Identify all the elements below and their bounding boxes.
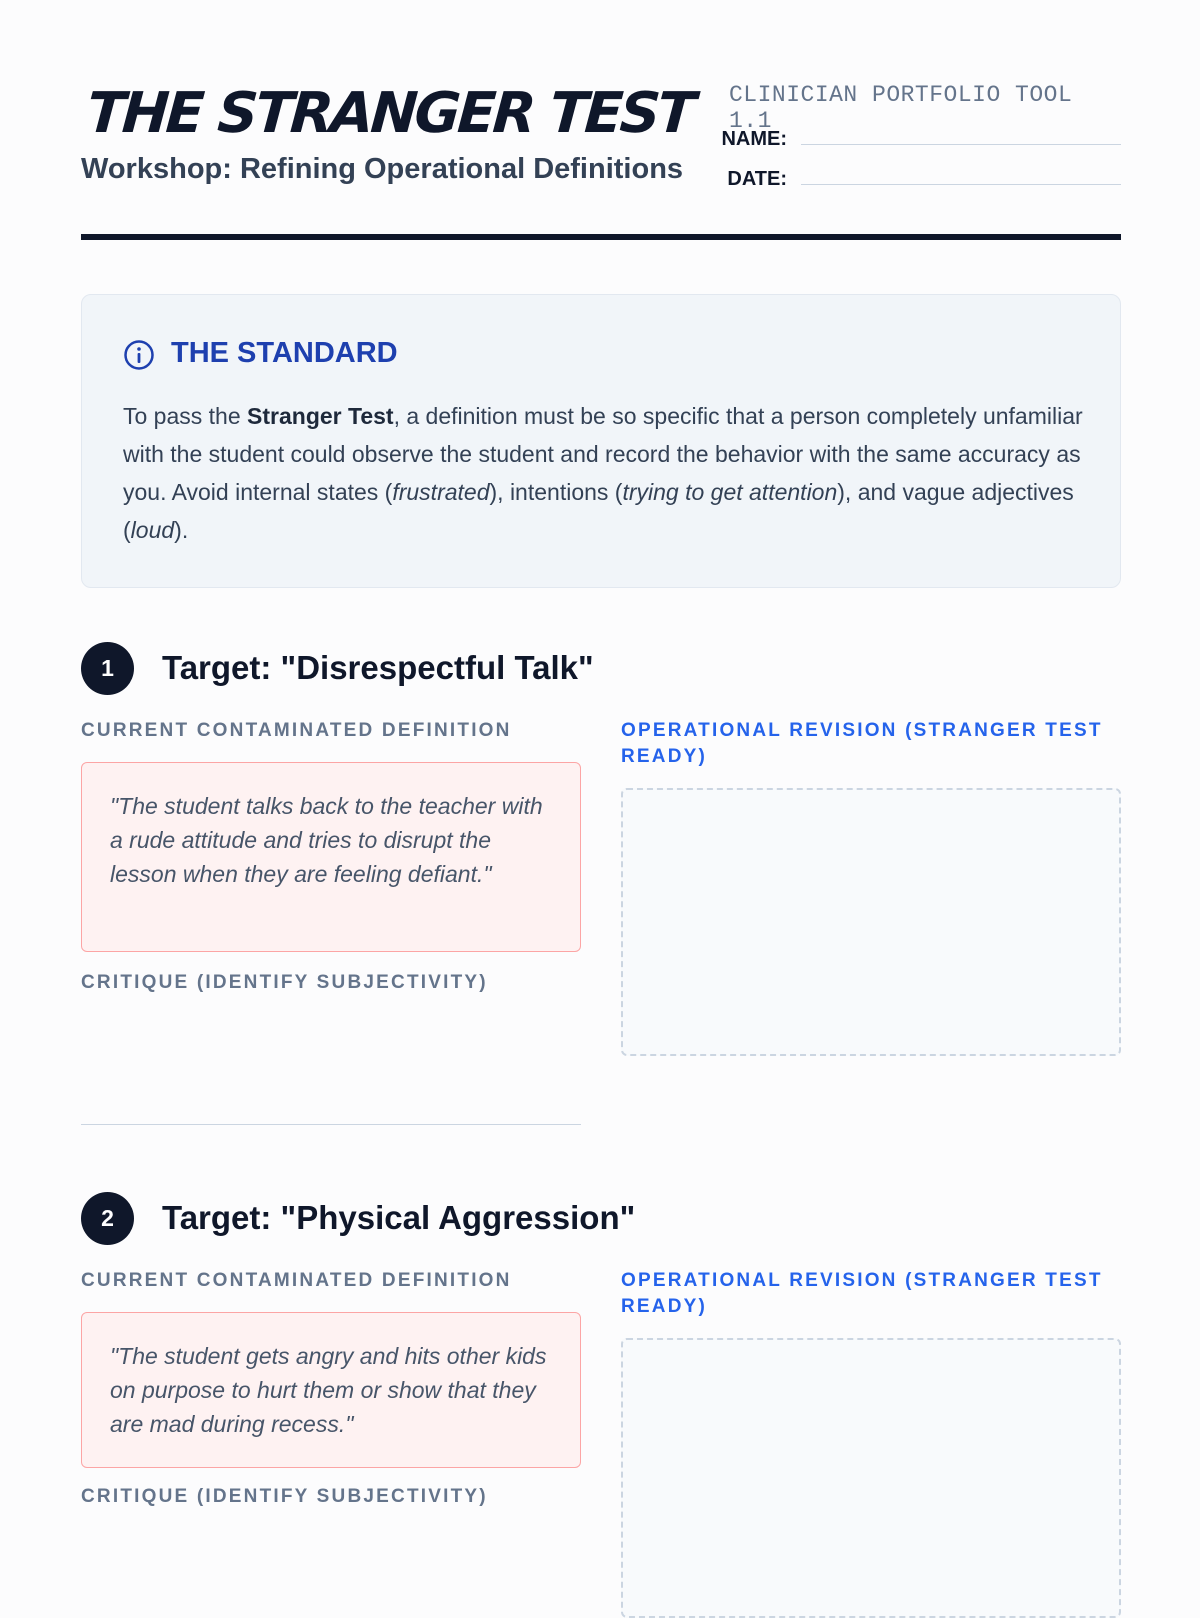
- name-field[interactable]: [721, 124, 1121, 152]
- name-label: NAME:: [721, 128, 787, 150]
- example-vague-adjective: loud: [130, 517, 175, 543]
- current-definition-label: CURRENT CONTAMINATED DEFINITION: [81, 720, 512, 741]
- standard-text-4: ), and vague adjectives (: [123, 479, 1074, 543]
- tool-version-label: CLINICIAN PORTFOLIO TOOL 1.1: [729, 82, 1073, 134]
- target-section: [81, 642, 1121, 1132]
- operational-revision-label: OPERATIONAL REVISION (STRANGER TEST READY): [621, 720, 1103, 767]
- date-field[interactable]: [721, 164, 1121, 192]
- standard-callout: [81, 294, 1121, 588]
- name-line[interactable]: [801, 144, 1121, 145]
- info-icon: [123, 339, 155, 371]
- worksheet-page: [81, 0, 1121, 1600]
- critique-label: CRITIQUE (IDENTIFY SUBJECTIVITY): [81, 972, 488, 993]
- section-number-badge: 2: [81, 1192, 134, 1245]
- header-divider: [81, 234, 1121, 240]
- page-title: THE STRANGER TEST: [84, 81, 695, 146]
- standard-text-2: , a definition must be so specific that a person completely unfamiliar with the student could observe the student and record the behavior with the same accuracy as you. Avoid internal states (: [123, 403, 1083, 505]
- standard-title: THE STANDARD: [171, 337, 398, 369]
- revision-answer-box[interactable]: [621, 788, 1121, 1056]
- critique-answer-line[interactable]: [81, 1124, 581, 1125]
- example-intention: trying to get attention: [622, 479, 838, 505]
- current-definition-label: CURRENT CONTAMINATED DEFINITION: [81, 1270, 512, 1291]
- contaminated-definition-box: "The student talks back to the teacher with a rude attitude and tries to disrupt the lesson when they are feeling defiant.": [81, 762, 581, 952]
- section-number-badge: 1: [81, 642, 134, 695]
- target-section: [81, 1192, 1121, 1612]
- revision-answer-box[interactable]: [621, 1338, 1121, 1618]
- section-title: Target: "Disrespectful Talk": [162, 649, 594, 686]
- standard-text-3: ), intentions (: [489, 479, 623, 505]
- example-internal-state: frustrated: [392, 479, 490, 505]
- date-line[interactable]: [801, 184, 1121, 185]
- standard-text-1: To pass the: [123, 403, 248, 429]
- stranger-test-term: Stranger Test: [247, 403, 394, 429]
- operational-revision-label: OPERATIONAL REVISION (STRANGER TEST READY): [621, 1270, 1103, 1317]
- critique-label: CRITIQUE (IDENTIFY SUBJECTIVITY): [81, 1486, 488, 1507]
- section-title: Target: "Physical Aggression": [162, 1199, 636, 1236]
- worksheet-header: [81, 80, 1121, 240]
- contaminated-definition-box: "The student gets angry and hits other kids on purpose to hurt them or show that they are mad during recess.": [81, 1312, 581, 1468]
- standard-description: [123, 397, 1083, 549]
- date-label: DATE:: [727, 168, 787, 190]
- page-subtitle: Workshop: Refining Operational Definitions: [81, 153, 684, 185]
- standard-text-5: ).: [174, 517, 189, 543]
